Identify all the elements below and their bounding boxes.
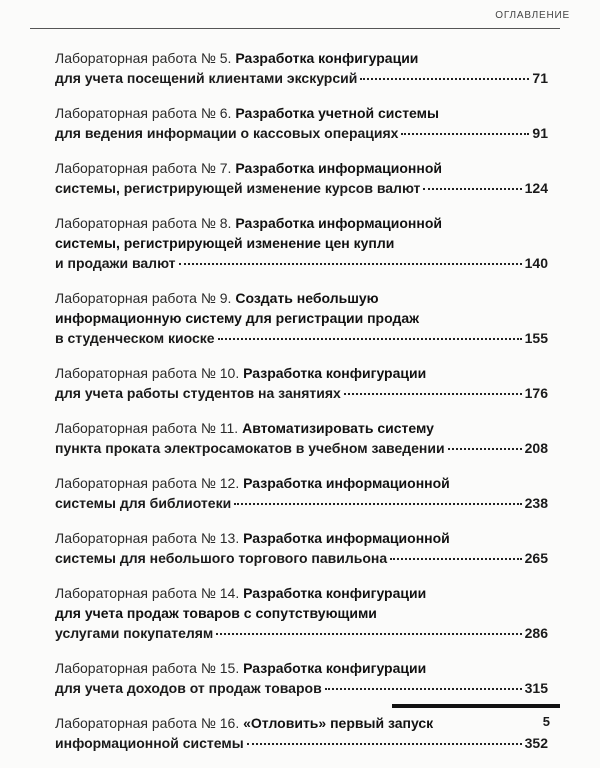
toc-entry-title: системы для небольшого торгового павильона bbox=[55, 550, 388, 566]
toc-entry-title: для учета работы студентов на занятиях bbox=[55, 385, 341, 401]
toc-entry[interactable] bbox=[55, 418, 548, 458]
toc-entry-last-line bbox=[55, 328, 548, 348]
toc-entry-page-number: 286 bbox=[524, 625, 548, 641]
toc-entry-title: системы, регистрирующей изменение цен купли bbox=[55, 235, 395, 251]
toc-entry-line bbox=[55, 158, 548, 178]
toc-entry-last-line bbox=[55, 623, 548, 643]
toc-entry[interactable] bbox=[55, 48, 548, 88]
dot-leader bbox=[247, 743, 522, 745]
toc-entry[interactable] bbox=[55, 713, 548, 753]
toc-entry-title: Разработка информационной bbox=[235, 215, 442, 231]
toc-entry[interactable] bbox=[55, 363, 548, 403]
dot-leader bbox=[216, 633, 521, 635]
dot-leader bbox=[344, 393, 522, 395]
toc-entry-last-line bbox=[55, 493, 548, 513]
toc-entry-title: «Отловить» первый запуск bbox=[243, 715, 434, 731]
toc-entry-line bbox=[55, 528, 548, 548]
toc-entry-page-number: 140 bbox=[524, 255, 548, 271]
toc-entry-line bbox=[55, 418, 548, 438]
footer-bar bbox=[392, 704, 560, 708]
toc-entry-title: Разработка информационной bbox=[243, 475, 450, 491]
toc-entry-page-number: 124 bbox=[524, 180, 548, 196]
toc-entry-title: Разработка информационной bbox=[243, 530, 450, 546]
toc-entry-line bbox=[55, 103, 548, 123]
toc-entry-last-line bbox=[55, 253, 548, 273]
toc-entry-label: Лабораторная работа № 7. bbox=[55, 160, 232, 176]
toc-entry-line bbox=[55, 713, 548, 733]
toc-entry-label: Лабораторная работа № 10. bbox=[55, 365, 240, 381]
dot-leader bbox=[448, 448, 522, 450]
page-number: 5 bbox=[542, 714, 550, 729]
toc-entry-label: Лабораторная работа № 16. bbox=[55, 715, 240, 731]
toc-entry-page-number: 208 bbox=[524, 440, 548, 456]
dot-leader bbox=[360, 78, 529, 80]
toc-entry-line bbox=[55, 658, 548, 678]
dot-leader bbox=[179, 263, 522, 265]
toc-entry[interactable] bbox=[55, 473, 548, 513]
header-rule bbox=[30, 28, 560, 29]
toc-entry-title: информационную систему для регистрации продаж bbox=[55, 310, 420, 326]
toc-entry-last-line bbox=[55, 383, 548, 403]
toc-entry-line bbox=[55, 363, 548, 383]
toc-entry-last-line bbox=[55, 123, 548, 143]
toc-entry-title: для учета продаж товаров с сопутствующими bbox=[55, 605, 377, 621]
dot-leader bbox=[218, 338, 522, 340]
toc-entry-line bbox=[55, 473, 548, 493]
toc-entry-title: для учета посещений клиентами экскурсий bbox=[55, 70, 358, 86]
running-header: ОГЛАВЛЕНИЕ bbox=[495, 10, 570, 21]
toc-entry-line bbox=[55, 233, 548, 253]
toc-entry-title: для ведения информации о кассовых операциях bbox=[55, 125, 399, 141]
toc-entry-title: Разработка учетной системы bbox=[235, 105, 439, 121]
toc-entry-title: системы для библиотеки bbox=[55, 495, 232, 511]
toc-entry-label: Лабораторная работа № 11. bbox=[55, 420, 239, 436]
toc-entry-page-number: 176 bbox=[524, 385, 548, 401]
toc-entry-page-number: 352 bbox=[524, 735, 548, 751]
toc-entry-line bbox=[55, 48, 548, 68]
toc-entry-label: Лабораторная работа № 14. bbox=[55, 585, 240, 601]
toc-entry-title: в студенческом киоске bbox=[55, 330, 215, 346]
toc-entry-page-number: 238 bbox=[524, 495, 548, 511]
toc-entry[interactable] bbox=[55, 528, 548, 568]
toc-entry-line bbox=[55, 213, 548, 233]
toc-entry-label: Лабораторная работа № 5. bbox=[55, 50, 232, 66]
toc-entry-title: Создать небольшую bbox=[235, 290, 379, 306]
toc-entry-page-number: 71 bbox=[532, 70, 548, 86]
toc-entry-label: Лабораторная работа № 9. bbox=[55, 290, 232, 306]
toc-entry-title: пункта проката электросамокатов в учебном заведении bbox=[55, 440, 445, 456]
toc-entry-line bbox=[55, 288, 548, 308]
toc-entry-page-number: 315 bbox=[524, 680, 548, 696]
toc-entry-label: Лабораторная работа № 12. bbox=[55, 475, 240, 491]
toc-entry-title: Разработка конфигурации bbox=[235, 50, 419, 66]
toc-entry[interactable] bbox=[55, 658, 548, 698]
toc-entry[interactable] bbox=[55, 213, 548, 273]
toc-entry-page-number: 265 bbox=[524, 550, 548, 566]
toc-entry-title: услугами покупателям bbox=[55, 625, 214, 641]
toc-entry-last-line bbox=[55, 438, 548, 458]
toc-entry-label: Лабораторная работа № 13. bbox=[55, 530, 240, 546]
toc-entry[interactable] bbox=[55, 158, 548, 198]
toc-entry-last-line bbox=[55, 68, 548, 88]
dot-leader bbox=[401, 133, 529, 135]
toc-entry-last-line bbox=[55, 678, 548, 698]
toc-entry-title: Разработка конфигурации bbox=[243, 660, 427, 676]
toc-entry-label: Лабораторная работа № 15. bbox=[55, 660, 240, 676]
toc-entry-title: системы, регистрирующей изменение курсов валют bbox=[55, 180, 421, 196]
toc-entry-label: Лабораторная работа № 8. bbox=[55, 215, 232, 231]
toc-entry-title: Разработка конфигурации bbox=[243, 365, 427, 381]
toc-entry-title: Разработка информационной bbox=[235, 160, 442, 176]
table-of-contents bbox=[55, 48, 548, 768]
dot-leader bbox=[390, 558, 521, 560]
dot-leader bbox=[234, 503, 521, 505]
dot-leader bbox=[423, 188, 521, 190]
toc-entry-line bbox=[55, 583, 548, 603]
toc-entry-page-number: 155 bbox=[524, 330, 548, 346]
dot-leader bbox=[325, 688, 522, 690]
toc-entry[interactable] bbox=[55, 103, 548, 143]
toc-entry-label: Лабораторная работа № 6. bbox=[55, 105, 232, 121]
toc-entry-page-number: 91 bbox=[532, 125, 548, 141]
toc-entry-title: для учета доходов от продаж товаров bbox=[55, 680, 322, 696]
toc-entry[interactable] bbox=[55, 583, 548, 643]
toc-entry-title: Автоматизировать систему bbox=[242, 420, 434, 436]
toc-entry[interactable] bbox=[55, 288, 548, 348]
toc-entry-last-line bbox=[55, 178, 548, 198]
toc-entry-line bbox=[55, 603, 548, 623]
toc-entry-last-line bbox=[55, 733, 548, 753]
toc-entry-title: и продажи валют bbox=[55, 255, 176, 271]
toc-entry-last-line bbox=[55, 548, 548, 568]
toc-entry-line bbox=[55, 308, 548, 328]
toc-entry-title: Разработка конфигурации bbox=[243, 585, 427, 601]
toc-entry-title: информационной системы bbox=[55, 735, 244, 751]
